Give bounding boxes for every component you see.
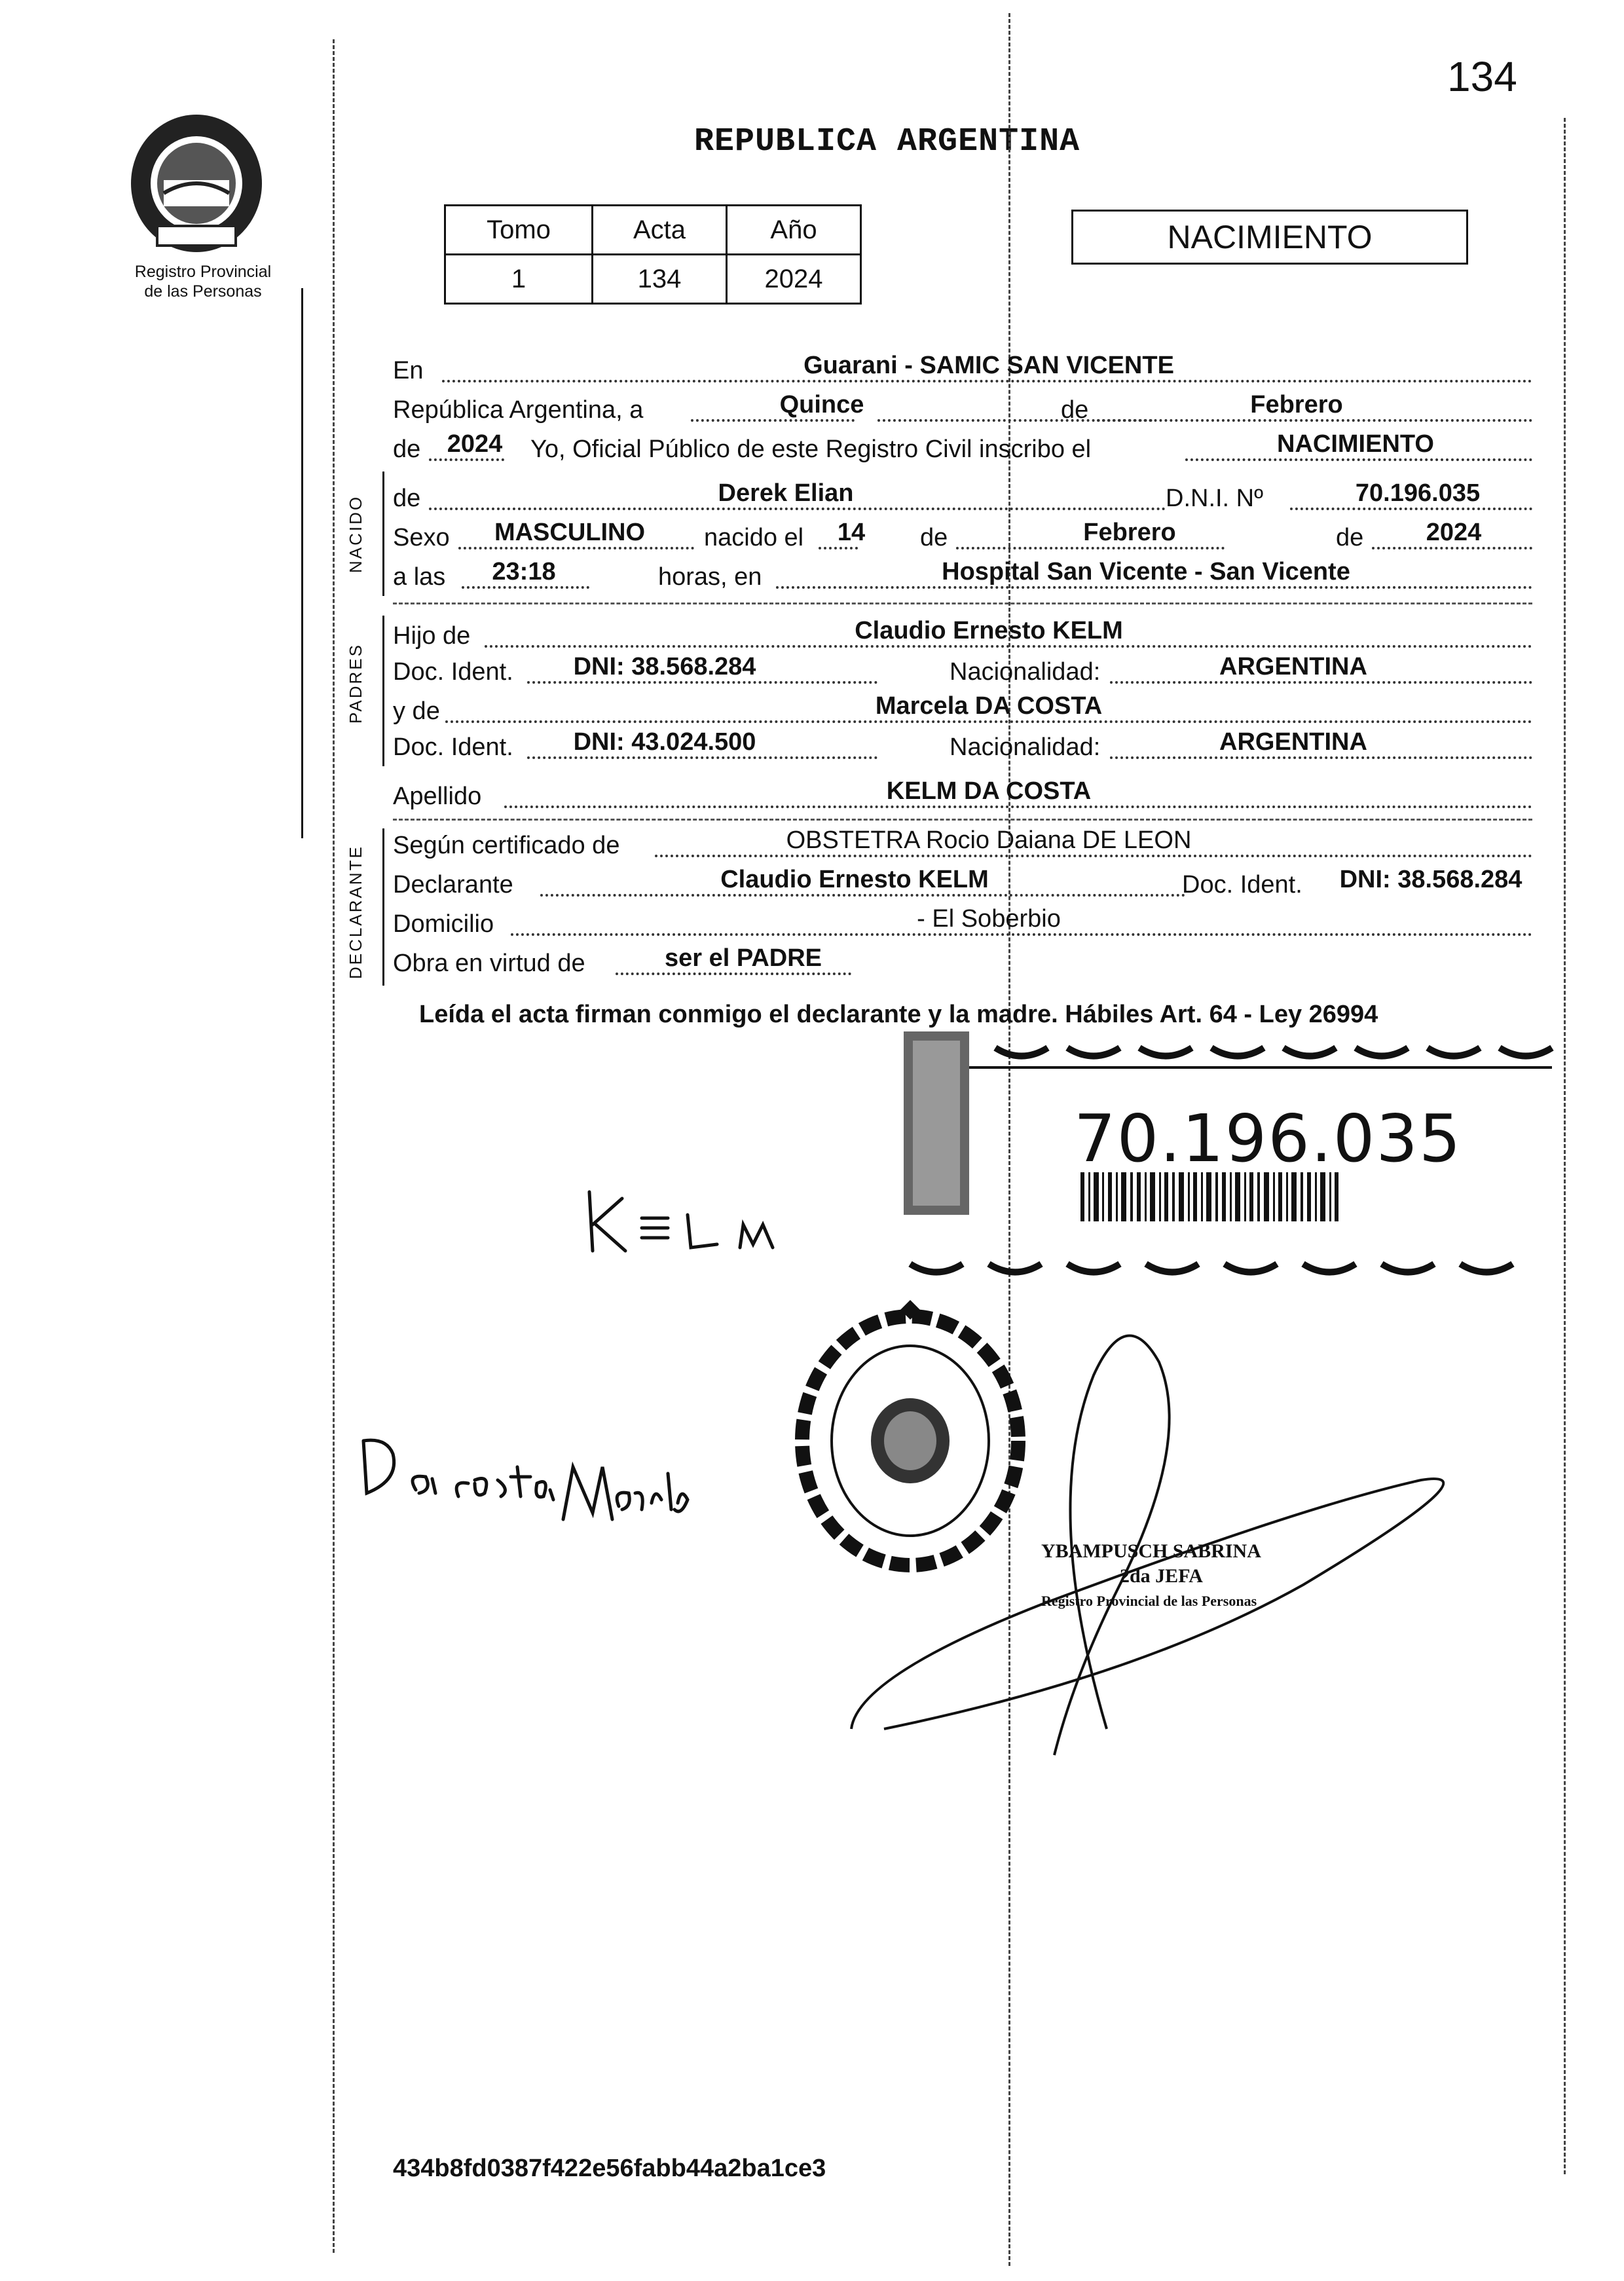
value-declarante: Claudio Ernesto KELM [720, 866, 989, 893]
closing-text: Leída el acta firman conmigo el declarante y la madre. Hábiles Art. 64 - Ley 26994 [419, 1001, 1378, 1028]
row-fecha-acta [393, 393, 1532, 427]
value-padre: Claudio Ernesto KELM [855, 617, 1123, 644]
row-domicilio [393, 907, 1532, 941]
section-nacido: NACIDO [346, 494, 365, 573]
header-acta: Acta [593, 206, 727, 255]
value-obra: ser el PADRE [664, 944, 822, 972]
row-obra [393, 946, 1532, 980]
value-padre-nac: ARGENTINA [1219, 653, 1367, 680]
value-domicilio: - El Soberbio [917, 905, 1061, 933]
madre-signature [354, 1428, 694, 1539]
document-title: REPUBLICA ARGENTINA [694, 123, 1080, 160]
value-dni: 70.196.035 [1355, 479, 1481, 507]
value-anio-acta: 2024 [447, 430, 503, 458]
record-type-box: NACIMIENTO [1071, 210, 1468, 265]
padres-bracket [382, 616, 384, 766]
value-anio: 2024 [727, 255, 861, 304]
label-nacido-el: nacido el [704, 524, 804, 551]
declarante-bracket [382, 828, 384, 986]
row-padre-doc [393, 655, 1532, 689]
issuer-line2: de las Personas [144, 282, 262, 301]
nacido-bracket [382, 472, 384, 596]
value-mes-acta: Febrero [1250, 391, 1343, 418]
value-mes-nac: Febrero [1083, 519, 1176, 546]
label-republica: República Argentina, a [393, 396, 644, 424]
id-strip-number: 70.196.035 [1074, 1100, 1462, 1177]
header-tomo: Tomo [445, 206, 593, 255]
section-separator-2 [393, 819, 1532, 821]
value-dia-nac: 14 [837, 519, 866, 546]
label-de-nombre: de [393, 485, 421, 512]
value-dia-acta: Quince [779, 391, 864, 418]
label-declarante: Declarante [393, 871, 513, 899]
row-declarante [393, 868, 1532, 902]
page-number: 134 [1447, 53, 1517, 100]
issuer-name [105, 262, 301, 301]
row-madre [393, 694, 1532, 728]
value-madre-doc: DNI: 43.024.500 [573, 728, 756, 756]
label-doc-ident-padre: Doc. Ident. [393, 658, 513, 686]
label-nacionalidad-madre: Nacionalidad: [950, 733, 1101, 761]
row-certificado [393, 828, 1532, 862]
label-dni: D.N.I. Nº [1166, 485, 1263, 512]
label-y-de: y de [393, 697, 440, 725]
value-tipo: NACIMIENTO [1277, 430, 1434, 458]
registrar-name: YBAMPUSCH SABRINA [1041, 1540, 1261, 1562]
label-de-anio-nac: de [1336, 524, 1364, 551]
row-nombre [393, 481, 1532, 515]
header-anio: Año [727, 206, 861, 255]
issuer-line1: Registro Provincial [134, 263, 272, 281]
label-de-anio: de [393, 436, 421, 463]
label-horas-en: horas, en [658, 563, 762, 591]
value-hora: 23:18 [492, 558, 556, 585]
value-nombre: Derek Elian [718, 479, 854, 507]
value-padre-doc: DNI: 38.568.284 [573, 653, 756, 680]
label-nacionalidad-padre: Nacionalidad: [950, 658, 1101, 686]
declarante-signature [576, 1179, 786, 1264]
value-sexo: MASCULINO [494, 519, 646, 546]
value-madre-nac: ARGENTINA [1219, 728, 1367, 756]
row-sexo [393, 521, 1532, 555]
row-inscripcion [393, 432, 1532, 466]
label-apellido: Apellido [393, 783, 482, 810]
registrar-stamp [1041, 1539, 1261, 1614]
value-certificado: OBSTETRA Rocio Daiana DE LEON [786, 826, 1192, 854]
document-hash: 434b8fd0387f422e56fabb44a2ba1ce3 [393, 2155, 826, 2182]
label-obra: Obra en virtud de [393, 950, 585, 977]
registrar-office: Registro Provincial de las Personas [1041, 1593, 1257, 1609]
margin-line [333, 39, 335, 2253]
label-de-mes: de [920, 524, 948, 551]
label-a-las: a las [393, 563, 446, 591]
row-hora [393, 560, 1532, 594]
value-lugar: Guarani - SAMIC SAN VICENTE [803, 352, 1174, 379]
section-padres: PADRES [346, 643, 365, 724]
row-padre [393, 619, 1532, 653]
row-lugar [393, 354, 1532, 388]
value-tomo: 1 [445, 255, 593, 304]
section-separator [393, 603, 1532, 604]
label-doc-ident-declarante: Doc. Ident. [1182, 871, 1302, 899]
value-acta: 134 [593, 255, 727, 304]
label-hijo-de: Hijo de [393, 622, 471, 650]
label-certificado: Según certificado de [393, 832, 620, 859]
row-madre-doc [393, 730, 1532, 764]
provincial-seal-logo [118, 108, 275, 259]
label-domicilio: Domicilio [393, 910, 494, 938]
record-table [444, 204, 862, 305]
value-apellido: KELM DA COSTA [886, 777, 1092, 805]
value-madre: Marcela DA COSTA [875, 692, 1103, 720]
registrar-role: 2da JEFA [1120, 1565, 1203, 1587]
label-doc-ident-madre: Doc. Ident. [393, 733, 513, 761]
label-inscribo: Yo, Oficial Público de este Registro Civil inscribo el [530, 436, 1092, 463]
margin-rule [301, 288, 303, 838]
label-sexo: Sexo [393, 524, 450, 551]
section-declarante: DECLARANTE [346, 845, 365, 979]
label-en: En [393, 357, 424, 384]
row-apellido [393, 779, 1532, 813]
value-anio-nac: 2024 [1426, 519, 1482, 546]
value-lugar-nac: Hospital San Vicente - San Vicente [942, 558, 1350, 585]
value-declarante-doc: DNI: 38.568.284 [1339, 866, 1522, 893]
label-de: de [1061, 396, 1089, 424]
